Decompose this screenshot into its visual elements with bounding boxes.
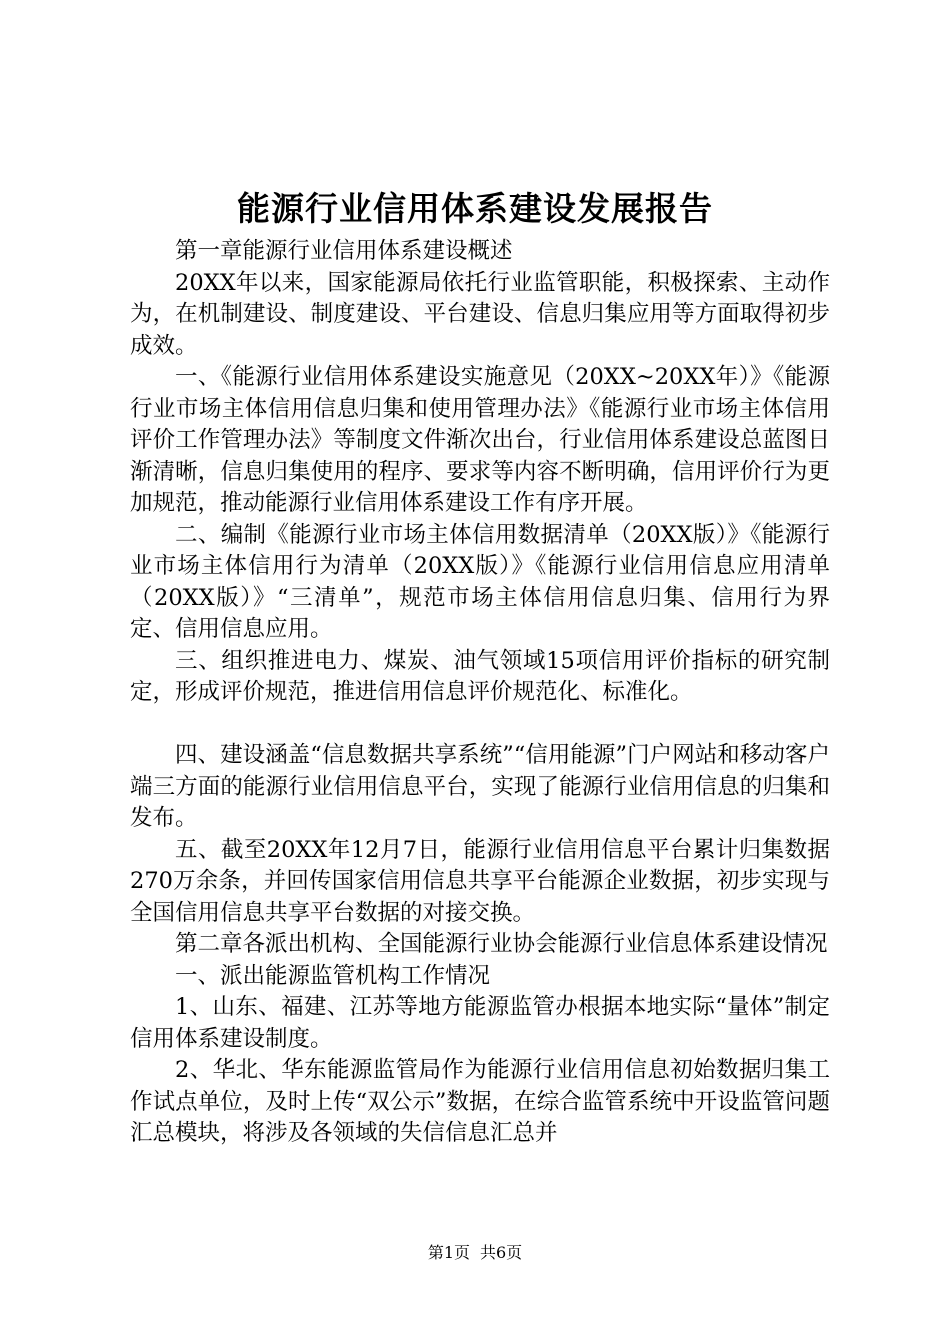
paragraph-item-4: 四、建设涵盖“信息数据共享系统”“信用能源”门户网站和移动客户端三方面的能源行业信用信息平台，实现了能源行业信用信息的归集和发布。 [130,742,830,831]
section-heading-dispatched-agencies: 一、派出能源监管机构工作情况 [175,962,491,989]
paragraph-item-5: 五、截至20XX年12月7日，能源行业信用信息平台累计归集数据270万余条，并回传国家信用信息共享平台能源企业数据，初步实现与全国信用信息共享平台数据的对接交换。 [130,836,830,926]
page-footer [0,1242,950,1264]
chapter-two-heading: 第二章各派出机构、全国能源行业协会能源行业信息体系建设情况 [175,931,828,957]
page-total: 共6页 [480,1243,523,1262]
paragraph-item-1: 一、《能源行业信用体系建设实施意见（20XX~20XX年）》《能源行业市场主体信用信息归集和使用管理办法》《能源行业市场主体信用评价工作管理办法》等制度文件渐次出台，行业信用体系建设总蓝图日渐清晰，信息归集使用的程序、要求等内容不断明确，信用评价行为更加规范，推动能源行业信用体系建设工作有序开展。 [130,364,830,516]
paragraph-subitem-1: 1、山东、福建、江苏等地方能源监管办根据本地实际“量体”制定信用体系建设制度。 [130,994,830,1052]
paragraph-item-3: 三、组织推进电力、煤炭、油气领域15项信用评价指标的研究制定，形成评价规范，推进信用信息评价规范化、标准化。 [130,647,830,705]
paragraph-item-2: 二、编制《能源行业市场主体信用数据清单（20XX版）》《能源行业市场主体信用行为清单（20XX版）》《能源行业信用信息应用清单（20XX版）》“三清单”，规范市场主体信用信息归集、信用行为界定、信用信息应用。 [130,521,830,642]
document-title: 能源行业信用体系建设发展报告 [237,189,713,228]
paragraph-subitem-2: 2、华北、华东能源监管局作为能源行业信用信息初始数据归集工作试点单位，及时上传“双公示”数据，在综合监管系统中开设监管问题汇总模块，将涉及各领域的失信信息汇总并 [130,1057,830,1146]
document-body [130,236,830,1150]
page-number: 第1页 [427,1243,470,1262]
paragraph-intro: 20XX年以来，国家能源局依托行业监管职能，积极探索、主动作为，在机制建设、制度建设、平台建设、信息归集应用等方面取得初步成效。 [130,269,830,359]
chapter-one-heading: 第一章能源行业信用体系建设概述 [175,238,513,264]
